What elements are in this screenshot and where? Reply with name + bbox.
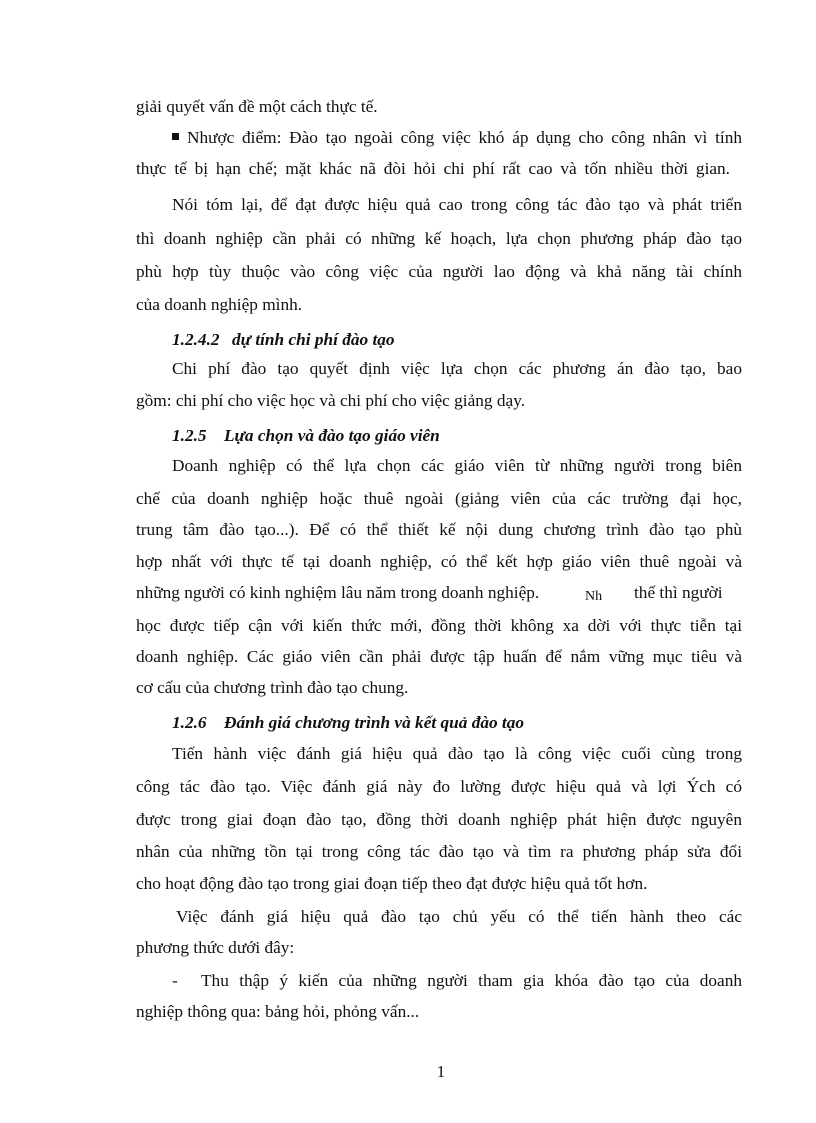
section-heading	[172, 420, 440, 451]
list-item-line: Thu thập ý kiến của những người tham gia khóa đào tạo của doanh	[201, 971, 742, 990]
paragraph-line: chế của doanh nghiệp hoặc thuê ngoài (giảng viên của các trường đại học,	[136, 489, 742, 508]
paragraph-line: phù hợp tùy thuộc vào công việc của người lao động và khả năng tài chính	[136, 262, 742, 281]
bullet-text: Nhược điểm: Đào tạo ngoài công việc khó áp dụng cho công nhân vì tính	[187, 128, 742, 147]
paragraph-line: học được tiếp cận với kiến thức mới, đồng thời không xa dời với thực tiễn tại	[136, 616, 742, 635]
paragraph-line: công tác đào tạo. Việc đánh giá này đo lường được hiệu quả và lợi Ých có	[136, 777, 742, 796]
paragraph-line: Tiến hành việc đánh giá hiệu quả đào tạo là công việc cuối cùng trong	[172, 744, 742, 763]
text-run: thế thì người	[634, 583, 723, 602]
text-run-subscript: Nh	[585, 589, 603, 604]
list-item-line: nghiệp thông qua: bảng hỏi, phỏng vấn...	[136, 1002, 420, 1021]
heading-number: 1.2.6	[172, 713, 207, 732]
paragraph-line: trung tâm đào tạo...). Để có thể thiết kế nội dung chương trình đào tạo phù	[136, 520, 742, 539]
paragraph-line: Doanh nghiệp có thể lựa chọn các giáo viên từ những người trong biên	[172, 456, 742, 475]
page-number: 1	[436, 1062, 446, 1081]
bullet-item	[172, 122, 742, 153]
heading-text: dự tính chi phí đào tạo	[232, 330, 395, 349]
section-heading	[172, 324, 395, 355]
paragraph-line: thì doanh nghiệp cần phải có những kế hoạch, lựa chọn phương pháp đào tạo	[136, 229, 742, 248]
paragraph-line: Chi phí đào tạo quyết định việc lựa chọn các phương án đào tạo, bao	[172, 359, 742, 378]
paragraph-line	[136, 577, 539, 608]
paragraph-line: cơ cấu của chương trình đào tạo chung.	[136, 678, 409, 697]
heading-number: 1.2.5	[172, 426, 207, 445]
square-bullet-icon	[172, 133, 179, 140]
paragraph-line: gồm: chi phí cho việc học và chi phí cho việc giảng dạy.	[136, 391, 526, 410]
section-heading	[172, 707, 524, 738]
paragraph-line: được trong giai đoạn đào tạo, đồng thời doanh nghiệp phát hiện được nguyên	[136, 810, 742, 829]
text-run: những người có kinh nghiệm lâu năm trong doanh nghiệp.	[136, 583, 540, 602]
paragraph-line: Việc đánh giá hiệu quả đào tạo chủ yếu có thể tiến hành theo các	[176, 907, 742, 926]
paragraph-line: cho hoạt động đào tạo trong giai đoạn tiếp theo đạt được hiệu quả tốt hơn.	[136, 874, 648, 893]
paragraph-line: hợp nhất với thực tế tại doanh nghiệp, có thể kết hợp giáo viên thuê ngoài và	[136, 552, 742, 571]
dash-bullet: -	[172, 971, 178, 990]
heading-text: Lựa chọn và đào tạo giáo viên	[224, 426, 440, 445]
paragraph-line: nhân của những tồn tại trong công tác đào tạo và tìm ra phương pháp sửa đổi	[136, 842, 742, 861]
heading-text: Đánh giá chương trình và kết quả đào tạo	[224, 713, 525, 732]
paragraph-line: của doanh nghiệp mình.	[136, 295, 303, 314]
heading-number: 1.2.4.2	[172, 330, 220, 349]
paragraph-line: doanh nghiệp. Các giáo viên cần phải được tập huấn để nắm vững mục tiêu và	[136, 647, 742, 666]
paragraph-line: thực tế bị hạn chế; mặt khác nã đòi hỏi chi phí rất cao và tốn nhiều thời gian.	[136, 159, 730, 178]
paragraph-line: giải quyết vấn đề một cách thực tế.	[136, 97, 378, 116]
paragraph-line: Nói tóm lại, để đạt được hiệu quả cao trong công tác đào tạo và phát triển	[172, 195, 742, 214]
paragraph-line: phương thức dưới đây:	[136, 938, 295, 957]
